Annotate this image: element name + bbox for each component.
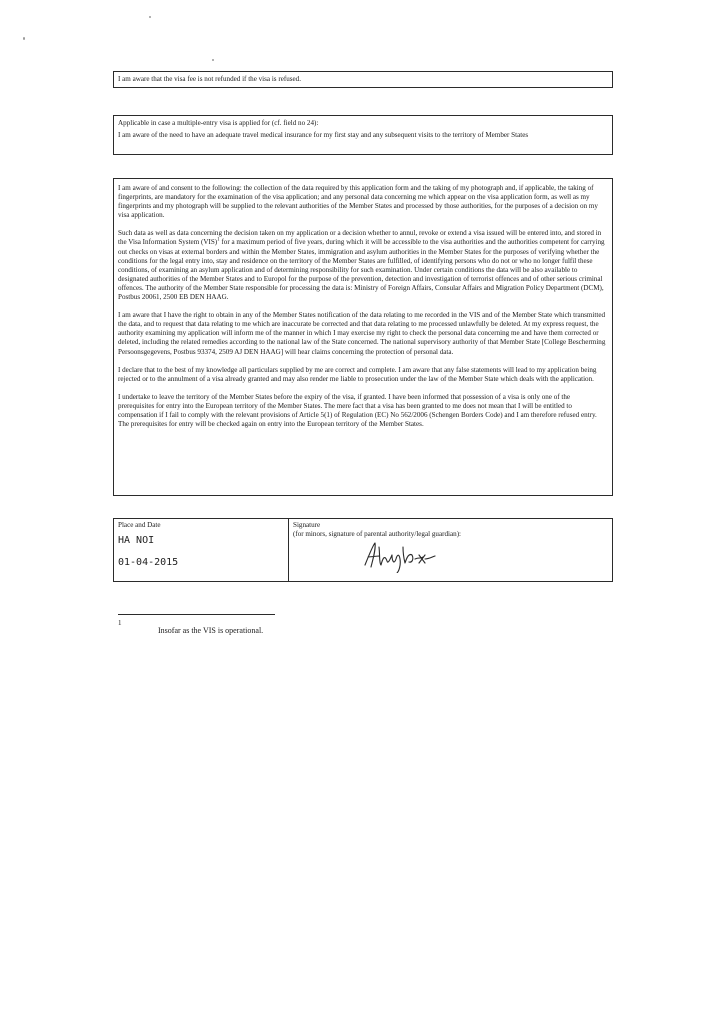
consent-paragraph-4: I declare that to the best of my knowledge all particulars supplied by me are correct and complete. I am aware that any false statements will lead to my application being rejected or to the annulment of a visa already granted and may also render me liable to prosecution under the law of the Member State which deals with the application. (118, 365, 597, 383)
scan-speck (149, 16, 151, 18)
date-value[interactable]: 01-04-2015 (118, 557, 179, 568)
consent-paragraph-5: I undertake to leave the territory of the Member States before the expiry of the visa, if granted. I have been informed that possession of a visa is only one of the prerequisites for entry into the European territory of the Member States. The mere fact that a visa has been granted to me does not mean that I will be entitled to compensation if I fail to comply with the relevant provisions of Article 5(1) of Regulation (EC) No 562/2006 (Schengen Borders Code) and I am therefore refused entry. The prerequisites for entry will be checked again on entry into the European territory of the Member States. (118, 392, 597, 429)
signature-label: Signature (293, 521, 321, 529)
place-value[interactable]: HA NOI (118, 535, 155, 546)
multiple-entry-title: Applicable in case a multiple-entry visa is applied for (cf. field no 24): (118, 119, 319, 127)
multiple-entry-text: I am aware of the need to have an adequate travel medical insurance for my first stay and any subsequent visits to the territory of Member States (118, 131, 529, 140)
consent-paragraph-2-part-a: Such data as well as data concerning the decision taken on my application or a decision whether to annul, revoke or extend a visa issued will be entered into, and stored in the Visa Information System (VIS) (118, 229, 602, 247)
scan-speck (23, 37, 25, 40)
place-date-cell[interactable] (114, 519, 289, 581)
place-date-signature-table (113, 518, 613, 582)
footnote-marker: 1 (118, 619, 122, 627)
footnote-text: Insofar as the VIS is operational. (158, 626, 264, 635)
handwritten-signature (359, 537, 439, 573)
consent-declaration-box (113, 178, 613, 496)
visa-fee-notice-box (113, 71, 613, 88)
consent-paragraph-2 (118, 229, 608, 302)
place-date-label: Place and Date (118, 521, 161, 529)
signature-cell[interactable] (289, 519, 612, 581)
scan-speck (212, 59, 214, 61)
vis-footnote-reference: 1 (217, 238, 220, 244)
consent-paragraph-3: I am aware that I have the right to obtain in any of the Member States notification of the data relating to me recorded in the VIS and of the Member State which transmitted the data, and to request that data relating to me which are inaccurate be corrected and that data relating to me processed unlawfully be deleted. At my express request, the authority examining my application will inform me of the manner in which I may exercise my right to check the personal data concerning me and have them corrected or deleted, including the related remedies according to the national law of the State concerned. The national supervisory authority of that Member State [College Bescherming Persoonsgegevens, Postbus 93374, 2509 AJ DEN HAAG] will hear claims concerning the protection of personal data. (118, 311, 606, 356)
signature-sublabel: (for minors, signature of parental authority/legal guardian): (293, 530, 462, 538)
footnote-divider (118, 614, 275, 615)
visa-fee-notice: I am aware that the visa fee is not refunded if the visa is refused. (118, 75, 301, 83)
consent-paragraph-1: I am aware of and consent to the following: the collection of the data required by this application form and the taking of my photograph and, if applicable, the taking of fingerprints, are mandatory for the examination of the visa application; and any personal data concerning me which appear on the visa application form, as well as my fingerprints and my photograph will be supplied to the relevant authorities of the Member States and processed by those authorities, for the purposes of a decision on my visa application. (118, 184, 598, 220)
multiple-entry-box (113, 115, 613, 155)
consent-paragraph-2-part-b: for a maximum period of five years, during which it will be accessible to the visa authorities and the authorities competent for carrying out checks on visas at external borders and within the Member States, immigration and asylum authorities in the Member States for the purposes of verifying whether the conditions for the legal entry into, stay and residence on the territory of the Member States are fulfilled, of identifying persons who do not or who no longer fulfil these conditions, of examining an asylum application and of determining responsibility for such examination. Under certain conditions the data will be also available to designated authorities of the Member States and to Europol for the purpose of the prevention, detection and investigation of terrorist offences and of other serious criminal offences. The authority of the Member State responsible for processing the data is: Ministry of Foreign Affairs, Consular Affairs and Migration Policy Department (DCM), Postbus 20061, 2500 EB DEN HAAG. (118, 238, 605, 302)
